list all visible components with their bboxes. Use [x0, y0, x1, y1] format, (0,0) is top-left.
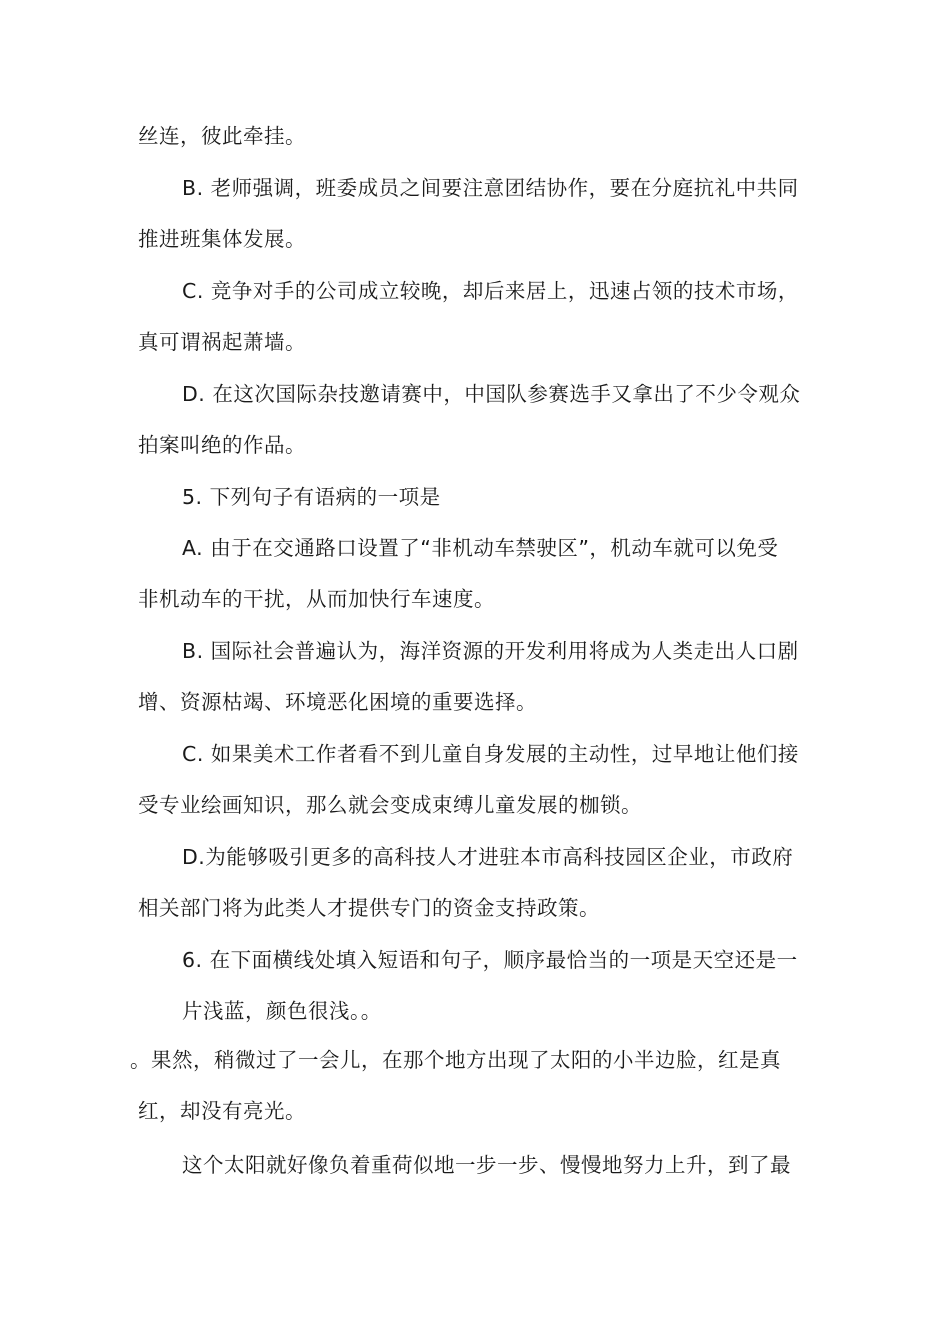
text-line-1: 丝连，彼此牵挂。 [138, 124, 306, 148]
question-6-line-1: 6. 在下面横线处填入短语和句子，顺序最恰当的一项是天空还是一 [182, 948, 798, 972]
passage-line-1: 。果然，稍微过了一会儿，在那个地方出现了太阳的小半边脸，红是真 [130, 1048, 781, 1072]
q5-option-a-line-1: A. 由于在交通路口设置了“非机动车禁驶区”，机动车就可以免受 [182, 536, 779, 560]
passage-line-2: 红，却没有亮光。 [138, 1099, 306, 1123]
option-c-line-2: 真可谓祸起萧墙。 [138, 330, 306, 354]
passage-line-3: 这个太阳就好像负着重荷似地一步一步、慢慢地努力上升，到了最 [182, 1153, 791, 1177]
q5-option-a-line-2: 非机动车的干扰，从而加快行车速度。 [138, 587, 495, 611]
q5-option-d-line-2: 相关部门将为此类人才提供专门的资金支持政策。 [138, 896, 600, 920]
option-c-line-1: C. 竞争对手的公司成立较晚，却后来居上，迅速占领的技术市场， [182, 279, 799, 303]
q5-option-d-line-1: D.为能够吸引更多的高科技人才进驻本市高科技园区企业，市政府 [182, 845, 794, 869]
q5-option-c-line-1: C. 如果美术工作者看不到儿童自身发展的主动性，过早地让他们接 [182, 742, 799, 766]
question-6-line-2: 片浅蓝，颜色很浅。。 [182, 999, 382, 1023]
q5-option-b-line-1: B. 国际社会普遍认为，海洋资源的开发利用将成为人类走出人口剧 [182, 639, 799, 663]
option-b-line-2: 推进班集体发展。 [138, 227, 306, 251]
option-d-line-1: D. 在这次国际杂技邀请赛中，中国队参赛选手又拿出了不少令观众 [182, 382, 801, 406]
option-d-line-2: 拍案叫绝的作品。 [138, 433, 306, 457]
option-b-line-1: B. 老师强调，班委成员之间要注意团结协作，要在分庭抗礼中共同 [182, 176, 799, 200]
q5-option-b-line-2: 增、资源枯竭、环境恶化困境的重要选择。 [138, 690, 537, 714]
q5-option-c-line-2: 受专业绘画知识，那么就会变成束缚儿童发展的枷锁。 [138, 793, 642, 817]
question-5: 5. 下列句子有语病的一项是 [182, 485, 441, 509]
